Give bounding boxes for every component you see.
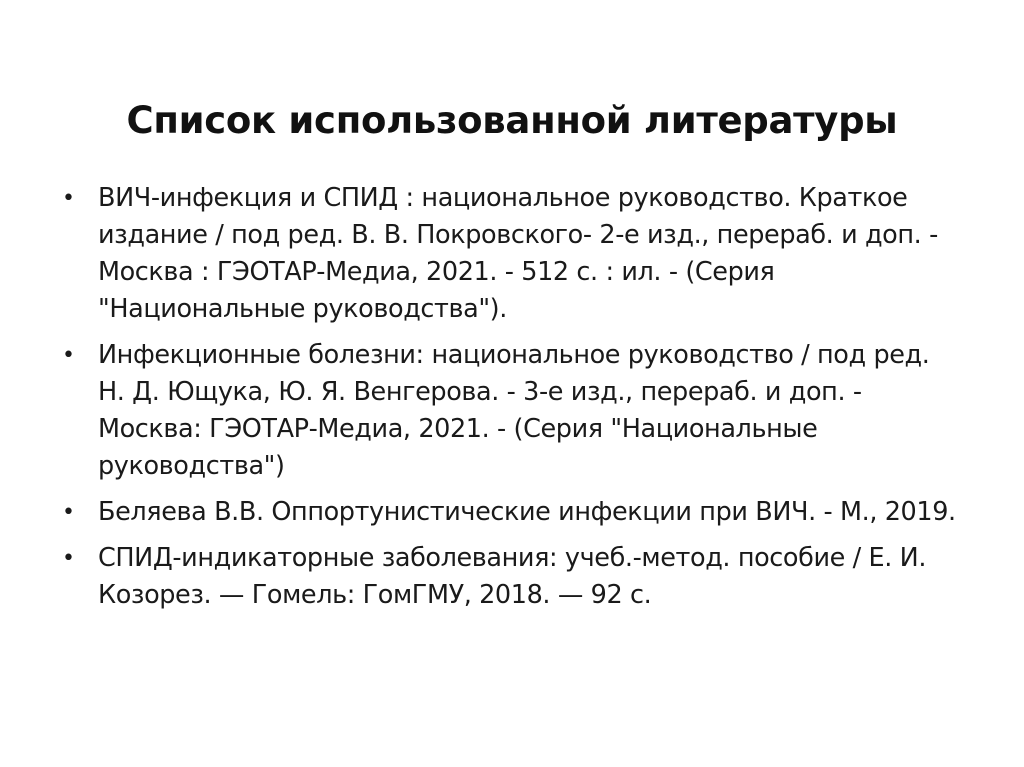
reference-text: Инфекционные болезни: национальное руководство / под ред. Н. Д. Ющука, Ю. Я. Венгерова. - 3-е изд., перераб. и доп. - Москва: ГЭОТАР-Медиа, 2021. - (Серия "Национальные руководства") (98, 340, 930, 481)
bullet-icon: • (62, 500, 75, 525)
reference-item (60, 337, 960, 485)
reference-item (60, 540, 960, 614)
reference-text: СПИД-индикаторные заболевания: учеб.-метод. пособие / Е. И. Козорез. — Гомель: ГомГМУ, 2018. — 92 с. (98, 543, 927, 610)
reference-item (60, 180, 960, 328)
bullet-icon: • (62, 343, 75, 368)
reference-text: Беляева В.В. Оппортунистические инфекции при ВИЧ. - М., 2019. (98, 497, 956, 527)
bullet-icon: • (62, 186, 75, 211)
reference-list (60, 180, 960, 623)
reference-item (60, 494, 960, 531)
reference-text: ВИЧ-инфекция и СПИД : национальное руководство. Краткое издание / под ред. В. В. Покровского- 2-е изд., перераб. и доп. - Москва : ГЭОТАР-Медиа, 2021. - 512 с. : ил. - (Серия "Национальные руководства"). (98, 183, 938, 324)
bullet-icon: • (62, 546, 75, 571)
slide-title: Список использованной литературы (126, 98, 898, 142)
